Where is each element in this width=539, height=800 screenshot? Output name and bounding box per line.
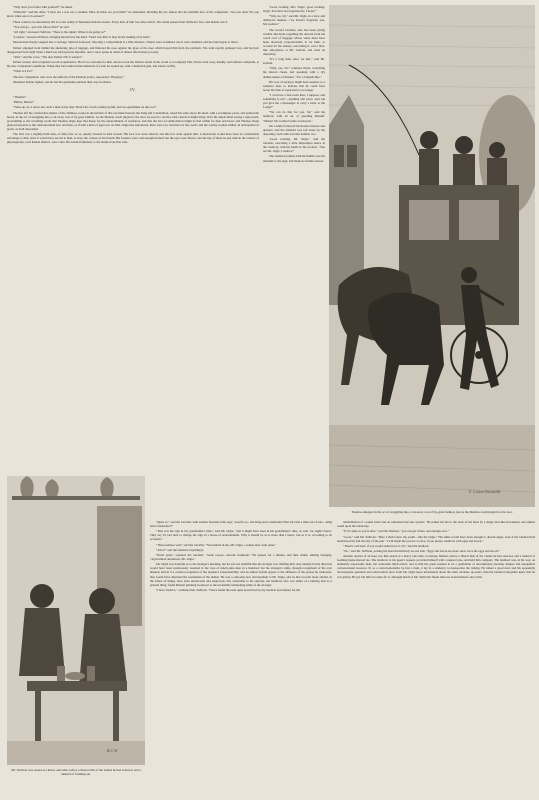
paragraph: "No," said Mr. Sullivan, poising his head meditatively on one side. "Eggs and bacon are more rural. Give me eggs and bacon!" <box>343 549 500 554</box>
paragraph: Moreau had already stepped into a carriage; Sullivan followed, choosing a compartment at a little distance. Tickets were examined, doors were slammed, and the train began to move. <box>13 40 239 45</box>
illustrator-signature: F. Cotton Woodville <box>469 489 501 494</box>
paragraph: "What is it for?" <box>13 69 34 74</box>
paragraph: "It's a long time since we met," said Mr. Gabriel. <box>263 57 325 66</box>
paragraph: The new companion, who wore the uniform of the Parisian police, responded, "Burglary." <box>13 74 125 79</box>
paragraph: "Quite so," said the traveller, with another flourish of his legs; "exactly so—the King and Constitution! But isn't that a little out of date—King and Constitution?" <box>150 520 332 529</box>
section-heading: IV. <box>130 87 136 92</box>
paragraph: "All right," answered Sullivan. "There is the signal. Where is he going to?" <box>13 29 106 34</box>
paragraph: Peltzer emerged from behind the sheltering pile of luggage, and fluttered his nose against the glass of the door which barred him from the platform. The train rapidly gathered way, and had just disappeared from sight when a hand was laid upon his shoulder, and a voice spoke in terms of almost affectionate jocosity. <box>7 45 259 54</box>
paragraph: "Why, yes, Sir," returned Orgle, scratching his shaven cheek, and speaking with a dry deliberateness of manner. "It is a longish time." <box>263 66 325 79</box>
paragraph: There could be no uncertainty left as to the reality of Monsieur Peltzer's desire. Every inch of him was alive with it. The doubt passed from Sullivan's face; and Peltzer saw it. <box>13 19 229 24</box>
paragraph: "Imbecile!" said the other, "I have not a son, not a centime. Mère de Dieu: are you blind?" he demanded, thrusting his jaw almost into the doubtful face of his companion. "Are you mad? Do you know when one is in earnest?" <box>7 10 259 19</box>
paragraph: "This promises well," said the traveller. "You behold in me, Mr. Orgle, a seeker after rural quiet." <box>156 542 277 547</box>
paragraph: "Hillon, Missis!" <box>13 100 35 105</box>
paragraph: "Rural quiet," repeated the traveller; "rustic repose—bucolic beatitude." He paused for a minute, and then added, smiling benignly, "Agricultural anesthesia, Mr. Orgle." <box>150 553 332 562</box>
coach-illustration <box>329 5 535 507</box>
paragraph: Mr. Orgle was doubtful as to the stranger's meaning, but he was not doubtful that the stranger was chaffing him. Any attempt in that direction would have been ponderously resented in the case of ninety-nine men in a hundred; but the stranger's smile, though recognisant of his own humour, had in it a certain recognition of the speaker's irresponsibility, and an almost boyish appeal to the affluence of the person he addressed, that would have disarmed the resentment of the dullest. He was a curiously new development to Mr. Orgle, and on that account alone should, in the nature of things, have been unwelcome and suspicious; but, somewhat to his surprise, the landlord, who was rather of a bulldog turn as a general thing, found himself grinning in answer to the irresistibly insinuating smile of the stranger. <box>150 562 332 587</box>
coach-scene-drawing <box>329 5 535 507</box>
paragraph: "If it's quiet as you're after," said the landlord, "you can get it here, and enough on it." <box>343 529 449 534</box>
paragraph: "I can have a bed-room here, I suppose, and something to eat?—anything will serve. And can you give me a messenger to carry a letter to the Lodge?" <box>263 93 325 110</box>
paragraph: Monsieur Peltzer sighed, and he and the gendarme pursued their way in silence. <box>13 79 112 84</box>
paragraph: rehabilitation of a jaded brain and an exhausted nervous system." He jerked his hat to the back of his head by a single bird-like movement, and smiled round upon the landscape. <box>337 520 535 529</box>
paragraph: Thomas left the comfortable shelter of the chimney-corner in the kitchen of that excellent hostelry the King and Constitution, raised his arms above his head, with a prodigious yawn, and quitted the house, in the act of struggling into a cut-away coat of by-gone fashion. As the Meldon coach jingled to the door, he stood to receive what custom it might bring. Over the ample lintel swung a sign-board, proclaiming to the travelling world that Thomas Orgle kept that house for the entertainment of wayfarers, and that the best accommodation might be had within for man and beast; and Thomas Orgle glanced upwards to this announcement now and then, as if with a kind of approval. As Mrs. Orgle had announced, there were two travellers by the coach; and the worthy woman smiled, in anticipation of profit, as both descended. <box>7 110 259 131</box>
paragraph: "Wake up, do. I never saw such a man in my days. Here's the coach coming up hill, and two gentlemen on the roof." <box>13 105 157 110</box>
paragraph: "That was the sign in my grandfather's time," said Mr. Orgle; "and it might have been in his grandfather's time, as well, for aught I know. They say it's bad luck to change the sign of a house of entertainment. Why it should be so is more than I know; but so it is, according to all accounts." <box>150 529 332 542</box>
paragraph: His way of saying it might have seemed, to a sensitive man, to indicate that he could have borne the time of separation to be longer. <box>263 79 325 92</box>
small-illustration-signature: R.C.W. <box>107 748 119 753</box>
tavern-illustration <box>7 476 145 765</box>
paragraph: "After?" said the landlord, inquiringly. <box>156 547 204 552</box>
left-column-bottom-text <box>7 95 259 144</box>
paragraph: "Good evening, Mrs. Orgle; good evening, Orgle. You have not forgotten me, I hope?" <box>263 5 325 14</box>
paragraph: "Aha!" said the voice. "The dear Peltzer! He is wanted." <box>13 54 83 59</box>
paragraph: "London," answered Peltzer, wringing his hand by the hand. "Don't lose him. It may be the making of us both." <box>13 35 151 40</box>
right-lower-column <box>337 520 535 796</box>
paragraph: "Why don't you follow him yourself?" he asked. <box>13 5 73 9</box>
paragraph: "Good," said Mr. Sullivan. "Here I shall renew my youth—like the Orgle." His smile would have been enough to disarm anger, even if the landlord had understood the full atrocity of the pun. "I will begin the process at once, if you please, landlord, with eggs and bacon." <box>337 534 535 543</box>
paragraph: Mr. Gabriel followed his hostess indoors and upstairs; and the landlord was left alone by the departing coach with traveller number two. <box>263 123 325 136</box>
paragraph: "There's cold beef, if you would rather have it, Sir," said the landlord. <box>343 543 430 548</box>
tavern-scene-drawing <box>7 476 145 765</box>
paragraph: "Good evening, Mr. Orgle," said the traveller, executing a little impromptu dance in the roadway, with his hands in his pockets. "You are Mr. Orgle, I believe?" <box>263 137 325 154</box>
paragraph: "You will go—you will follow him?" he said. <box>13 24 70 29</box>
paragraph: "Why, no, Sir," said Mr. Orgle, in a slow and deliberate manner—"we haven't forgotten you, Mr. Gabriel." <box>263 14 325 27</box>
left-column <box>7 5 259 475</box>
paragraph: Another quarter of an hour saw him seated at a heavy oak table, at antique fashion, before a liberal dish of the viands he had selected, and a tankard of foaming home-brewed ale. The landlord, at his guest's request, provided himself with a tankard also, and held him company. The landlord was, in his way, an eminently respectable man, but somewhat thick-witted; and to him his guest seemed to be a gentleman of uncommonly pleasing manner and unequalled conversational resource. If, as a conversationalist, he had a fault, it lay in a tendency to monopolise the talking. He talked a good deal; and his apparently inconsequent questions and observations drew from Mr. Orgle more information about the other traveller, up-stairs, than the landlord altogether knew that he was giving. He got but little in return for it, although much of Mr. Sullivan's fluent talk was about himself, and, in his <box>337 554 535 579</box>
paragraph: "Thomas!" <box>13 95 27 99</box>
large-illustration-caption: Thomas emerged in the act of struggling into a cut-away coat of by-gone fashion, just as the Meldon coach jingled to the door. <box>351 510 513 514</box>
small-illustration-caption: Mr. Sullivan was seated at a heavy oak table, before a liberal dish of the viands he had selected, and a tankard of foaming ale. <box>11 768 141 776</box>
paragraph: The landlord pointed with his thumb over his shoulder to the sign, and made no further answer. <box>263 154 325 163</box>
paragraph: The first was a slightly-built man, of thirty-five or so, quietly dressed in dark tweeds. His face was clean shaven; and this fact went against him. A moustache would have been of considerable advantage to him, since it would have served to hide, at least, the corners of his mouth. His features were well enough formed; but the eyes were furtive, and the lips, if there be any truth in the science of physiognomy, or in human instinct, were cruel. He nodded familiarly to the landlord and his wife. <box>7 132 259 145</box>
middle-column <box>263 5 325 517</box>
left-column-top-text <box>7 5 259 84</box>
paragraph: The second traveller, who had been giving voluble directions regarding the descent from the coach roof of baggage whose value must have been inversely proportionable to its bulk, to account for his anxiety concerning it, cast a bird-like side-glance at Mr. Gabriel, and went on chattering. <box>263 27 325 56</box>
paragraph: "I have found it," continued Mr. Sullivan. "I have found the rural quiet prescribed by my medical practitioner for the <box>156 587 300 592</box>
paragraph: "We can do that for you, Sir," said the landlord, with an air of guarding himself. "Missis! Mr. Gabriel wants a bedroom." <box>263 110 325 123</box>
paragraph: Peltzer turned, and recognised an old acquaintance. He let no welcome for him, and not even the faintest desire in the world to accompany him; but he went away meekly, and without complaint, at his new companion's summons. When they had walked some hundreds of yards, he looked up, with a diabolical grin, and asked, swiftly, <box>7 60 259 69</box>
center-lower-column <box>150 520 332 796</box>
